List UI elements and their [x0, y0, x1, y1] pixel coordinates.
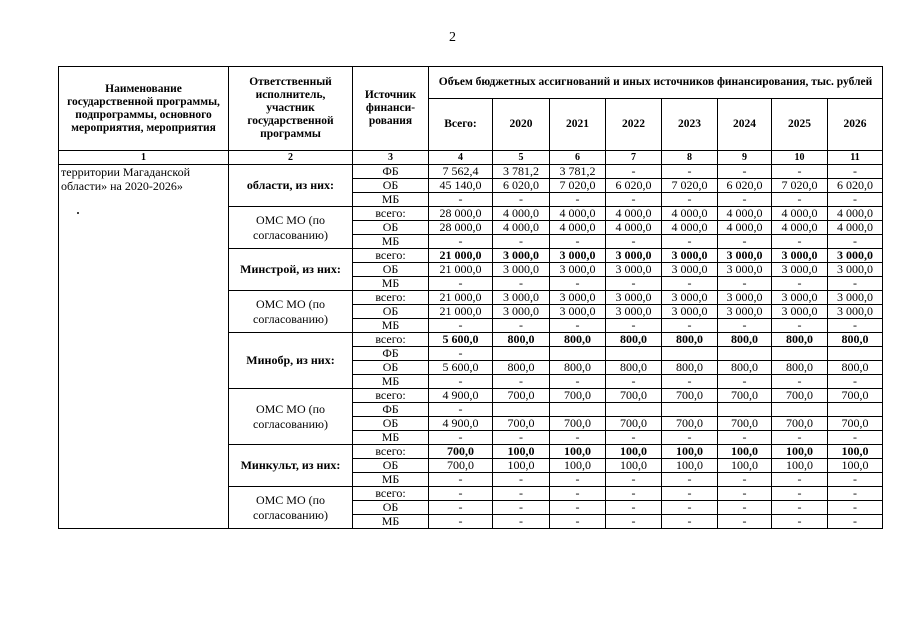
value-cell: 3 000,0 [550, 291, 606, 305]
value-cell: - [828, 277, 883, 291]
source-cell: ОБ [353, 221, 429, 235]
value-cell: 3 000,0 [828, 263, 883, 277]
value-cell: - [662, 515, 718, 529]
value-cell: 100,0 [606, 459, 662, 473]
value-cell: 700,0 [828, 417, 883, 431]
source-cell: МБ [353, 319, 429, 333]
value-cell: 3 781,2 [550, 165, 606, 179]
value-cell: 100,0 [662, 445, 718, 459]
source-cell: ФБ [353, 347, 429, 361]
header-year: 2022 [606, 99, 662, 151]
value-cell: 4 000,0 [718, 221, 772, 235]
value-cell: - [828, 501, 883, 515]
value-cell: 6 020,0 [828, 179, 883, 193]
source-cell: МБ [353, 515, 429, 529]
value-cell: - [429, 277, 493, 291]
value-cell: 5 600,0 [429, 333, 493, 347]
executor-cell: ОМС МО (по согласованию) [229, 389, 353, 445]
value-cell: 700,0 [718, 417, 772, 431]
value-cell: - [606, 375, 662, 389]
value-cell: 6 020,0 [606, 179, 662, 193]
value-cell: - [550, 375, 606, 389]
value-cell: 3 000,0 [606, 291, 662, 305]
source-cell: всего: [353, 487, 429, 501]
source-cell: ОБ [353, 305, 429, 319]
source-cell: ОБ [353, 501, 429, 515]
value-cell: 700,0 [828, 389, 883, 403]
source-cell: МБ [353, 431, 429, 445]
source-cell: ОБ [353, 459, 429, 473]
value-cell: - [493, 319, 550, 333]
source-cell: МБ [353, 193, 429, 207]
value-cell: 3 000,0 [493, 263, 550, 277]
value-cell: - [606, 193, 662, 207]
table-row [59, 165, 883, 179]
value-cell [493, 403, 550, 417]
value-cell: 700,0 [493, 417, 550, 431]
value-cell: - [718, 515, 772, 529]
header-year: 2023 [662, 99, 718, 151]
value-cell: 7 020,0 [550, 179, 606, 193]
value-cell: 700,0 [772, 417, 828, 431]
column-number: 5 [493, 151, 550, 165]
value-cell: - [493, 515, 550, 529]
value-cell: 7 562,4 [429, 165, 493, 179]
value-cell [828, 347, 883, 361]
value-cell: - [606, 473, 662, 487]
value-cell: - [718, 193, 772, 207]
value-cell: 3 000,0 [662, 263, 718, 277]
value-cell: - [828, 193, 883, 207]
value-cell: 28 000,0 [429, 207, 493, 221]
value-cell: 3 000,0 [606, 263, 662, 277]
value-cell: 6 020,0 [493, 179, 550, 193]
value-cell: 6 020,0 [718, 179, 772, 193]
value-cell: 7 020,0 [772, 179, 828, 193]
value-cell: 700,0 [550, 417, 606, 431]
value-cell: - [662, 193, 718, 207]
value-cell: 700,0 [772, 389, 828, 403]
value-cell [718, 347, 772, 361]
source-cell: ОБ [353, 263, 429, 277]
value-cell: - [662, 473, 718, 487]
value-cell: - [493, 193, 550, 207]
value-cell: 3 000,0 [828, 291, 883, 305]
value-cell: 3 000,0 [718, 305, 772, 319]
program-name-cell: территории Магаданской области» на 2020-2026» [59, 165, 229, 529]
value-cell: 700,0 [429, 445, 493, 459]
value-cell: - [606, 277, 662, 291]
value-cell: 3 000,0 [828, 249, 883, 263]
value-cell: 21 000,0 [429, 291, 493, 305]
value-cell: 3 000,0 [606, 249, 662, 263]
value-cell: - [493, 501, 550, 515]
value-cell: - [718, 487, 772, 501]
header-year: 2021 [550, 99, 606, 151]
value-cell: - [718, 235, 772, 249]
value-cell: - [429, 193, 493, 207]
value-cell: 3 000,0 [662, 249, 718, 263]
column-number: 1 [59, 151, 229, 165]
value-cell: - [772, 193, 828, 207]
source-cell: всего: [353, 333, 429, 347]
value-cell: - [718, 473, 772, 487]
value-cell: - [718, 165, 772, 179]
value-cell: 100,0 [662, 459, 718, 473]
value-cell: - [662, 319, 718, 333]
column-number: 8 [662, 151, 718, 165]
source-cell: ОБ [353, 361, 429, 375]
value-cell [718, 403, 772, 417]
header-year: Всего: [429, 99, 493, 151]
value-cell: 4 000,0 [493, 207, 550, 221]
value-cell: - [718, 319, 772, 333]
value-cell: - [772, 277, 828, 291]
value-cell: 4 900,0 [429, 389, 493, 403]
value-cell: - [429, 375, 493, 389]
value-cell: 800,0 [550, 333, 606, 347]
value-cell: - [550, 487, 606, 501]
value-cell: 700,0 [662, 389, 718, 403]
value-cell: 4 000,0 [828, 221, 883, 235]
value-cell: - [550, 515, 606, 529]
value-cell: - [662, 277, 718, 291]
column-number: 7 [606, 151, 662, 165]
value-cell: - [662, 375, 718, 389]
source-cell: МБ [353, 375, 429, 389]
value-cell: - [772, 473, 828, 487]
value-cell: 3 000,0 [772, 263, 828, 277]
value-cell: - [718, 375, 772, 389]
value-cell: 3 000,0 [550, 305, 606, 319]
executor-cell: ОМС МО (по согласованию) [229, 291, 353, 333]
value-cell: 100,0 [550, 445, 606, 459]
value-cell: - [772, 375, 828, 389]
value-cell: - [429, 515, 493, 529]
value-cell: - [828, 431, 883, 445]
source-cell: ОБ [353, 179, 429, 193]
value-cell: - [493, 235, 550, 249]
value-cell: - [429, 473, 493, 487]
value-cell: 4 000,0 [718, 207, 772, 221]
value-cell: - [606, 319, 662, 333]
value-cell: - [429, 347, 493, 361]
source-cell: всего: [353, 291, 429, 305]
value-cell: 800,0 [550, 361, 606, 375]
header-source: Источник финанси-рования [353, 67, 429, 151]
value-cell: 4 000,0 [662, 207, 718, 221]
value-cell: - [772, 431, 828, 445]
value-cell: 100,0 [772, 445, 828, 459]
value-cell: - [662, 487, 718, 501]
value-cell: 700,0 [606, 389, 662, 403]
column-number: 3 [353, 151, 429, 165]
value-cell: 800,0 [662, 333, 718, 347]
value-cell: - [550, 235, 606, 249]
value-cell: 3 000,0 [718, 249, 772, 263]
value-cell [662, 347, 718, 361]
value-cell: - [662, 431, 718, 445]
value-cell: - [828, 375, 883, 389]
value-cell: - [429, 487, 493, 501]
value-cell: 100,0 [772, 459, 828, 473]
column-number: 11 [828, 151, 883, 165]
value-cell: - [662, 501, 718, 515]
value-cell: 21 000,0 [429, 263, 493, 277]
value-cell: 100,0 [718, 445, 772, 459]
value-cell: - [550, 319, 606, 333]
value-cell: - [606, 487, 662, 501]
value-cell: 800,0 [493, 361, 550, 375]
value-cell: 100,0 [718, 459, 772, 473]
value-cell: - [662, 235, 718, 249]
value-cell: 800,0 [718, 333, 772, 347]
value-cell: 21 000,0 [429, 249, 493, 263]
value-cell: 700,0 [662, 417, 718, 431]
value-cell: - [772, 235, 828, 249]
value-cell: - [606, 165, 662, 179]
value-cell: - [429, 431, 493, 445]
value-cell: 5 600,0 [429, 361, 493, 375]
value-cell [772, 403, 828, 417]
value-cell: 3 000,0 [772, 305, 828, 319]
value-cell: 800,0 [772, 333, 828, 347]
value-cell: 4 000,0 [606, 207, 662, 221]
value-cell [606, 347, 662, 361]
source-cell: МБ [353, 277, 429, 291]
value-cell: 3 000,0 [662, 291, 718, 305]
value-cell: - [493, 431, 550, 445]
value-cell: - [772, 165, 828, 179]
value-cell: - [772, 319, 828, 333]
value-cell: - [429, 501, 493, 515]
value-cell: 3 000,0 [772, 249, 828, 263]
value-cell: 4 000,0 [550, 221, 606, 235]
executor-cell: Минкульт, из них: [229, 445, 353, 487]
value-cell [662, 403, 718, 417]
value-cell: - [493, 473, 550, 487]
value-cell: - [828, 319, 883, 333]
value-cell: 800,0 [662, 361, 718, 375]
value-cell: 21 000,0 [429, 305, 493, 319]
executor-cell: Минстрой, из них: [229, 249, 353, 291]
value-cell: 800,0 [772, 361, 828, 375]
value-cell: 7 020,0 [662, 179, 718, 193]
executor-cell: ОМС МО (по согласованию) [229, 487, 353, 529]
header-budget-group: Объем бюджетных ассигнований и иных источников финансирования, тыс. рублей [429, 67, 883, 99]
column-number-row [59, 151, 883, 165]
value-cell: 4 000,0 [606, 221, 662, 235]
header-year: 2024 [718, 99, 772, 151]
value-cell [493, 347, 550, 361]
value-cell: - [493, 375, 550, 389]
value-cell: - [429, 235, 493, 249]
value-cell: 4 000,0 [662, 221, 718, 235]
column-number: 9 [718, 151, 772, 165]
header-year: 2026 [828, 99, 883, 151]
source-cell: МБ [353, 473, 429, 487]
source-cell: всего: [353, 207, 429, 221]
value-cell [606, 403, 662, 417]
value-cell: 100,0 [493, 445, 550, 459]
value-cell: - [550, 431, 606, 445]
value-cell: - [718, 277, 772, 291]
value-cell: - [550, 501, 606, 515]
value-cell: 3 000,0 [606, 305, 662, 319]
value-cell: 3 000,0 [828, 305, 883, 319]
header-executor: Ответственный исполнитель, участник государственной программы [229, 67, 353, 151]
value-cell: 3 000,0 [718, 291, 772, 305]
value-cell: 3 000,0 [550, 249, 606, 263]
value-cell: - [828, 235, 883, 249]
value-cell: - [606, 501, 662, 515]
column-number: 4 [429, 151, 493, 165]
value-cell: 100,0 [828, 459, 883, 473]
value-cell: 4 000,0 [772, 221, 828, 235]
value-cell: 3 000,0 [718, 263, 772, 277]
value-cell [772, 347, 828, 361]
value-cell: 800,0 [493, 333, 550, 347]
value-cell: 100,0 [493, 459, 550, 473]
value-cell: 3 000,0 [493, 305, 550, 319]
value-cell: 3 000,0 [493, 291, 550, 305]
value-cell: 100,0 [606, 445, 662, 459]
value-cell: - [429, 403, 493, 417]
value-cell: 3 000,0 [772, 291, 828, 305]
value-cell: 100,0 [550, 459, 606, 473]
column-number: 10 [772, 151, 828, 165]
header-name: Наименование государственной программы, подпрограммы, основного мероприятия, мероприятия [59, 67, 229, 151]
value-cell: 800,0 [606, 333, 662, 347]
value-cell: - [493, 277, 550, 291]
value-cell: 700,0 [718, 389, 772, 403]
source-cell: МБ [353, 235, 429, 249]
value-cell: - [828, 515, 883, 529]
budget-table [58, 66, 883, 529]
table-body [59, 165, 883, 529]
executor-cell: ОМС МО (по согласованию) [229, 207, 353, 249]
value-cell: - [772, 501, 828, 515]
value-cell: - [429, 319, 493, 333]
value-cell: - [828, 487, 883, 501]
column-number: 6 [550, 151, 606, 165]
value-cell: 3 781,2 [493, 165, 550, 179]
value-cell: - [718, 431, 772, 445]
value-cell: 3 000,0 [662, 305, 718, 319]
executor-cell: области, из них: [229, 165, 353, 207]
value-cell: - [606, 235, 662, 249]
value-cell [550, 347, 606, 361]
value-cell [550, 403, 606, 417]
value-cell: - [772, 515, 828, 529]
scan-speck [77, 212, 79, 214]
value-cell: 800,0 [828, 361, 883, 375]
value-cell: 800,0 [718, 361, 772, 375]
value-cell: 4 000,0 [493, 221, 550, 235]
value-cell: - [662, 165, 718, 179]
value-cell: - [550, 193, 606, 207]
executor-cell: Минобр, из них: [229, 333, 353, 389]
source-cell: ОБ [353, 417, 429, 431]
value-cell: 4 000,0 [550, 207, 606, 221]
value-cell: 700,0 [550, 389, 606, 403]
value-cell: - [828, 165, 883, 179]
value-cell: - [772, 487, 828, 501]
value-cell: 100,0 [828, 445, 883, 459]
value-cell: - [550, 277, 606, 291]
value-cell: - [606, 515, 662, 529]
value-cell: 800,0 [828, 333, 883, 347]
source-cell: ФБ [353, 165, 429, 179]
value-cell [828, 403, 883, 417]
value-cell: 700,0 [606, 417, 662, 431]
value-cell: 3 000,0 [493, 249, 550, 263]
source-cell: ФБ [353, 403, 429, 417]
value-cell: 4 000,0 [772, 207, 828, 221]
value-cell: 4 000,0 [828, 207, 883, 221]
value-cell: - [550, 473, 606, 487]
source-cell: всего: [353, 389, 429, 403]
value-cell: 4 900,0 [429, 417, 493, 431]
source-cell: всего: [353, 249, 429, 263]
value-cell: 700,0 [429, 459, 493, 473]
value-cell: 45 140,0 [429, 179, 493, 193]
page-number: 2 [449, 30, 456, 45]
column-number: 2 [229, 151, 353, 165]
value-cell: 800,0 [606, 361, 662, 375]
value-cell: 3 000,0 [550, 263, 606, 277]
value-cell: - [828, 473, 883, 487]
value-cell: 28 000,0 [429, 221, 493, 235]
value-cell: - [718, 501, 772, 515]
header-year: 2025 [772, 99, 828, 151]
header-year: 2020 [493, 99, 550, 151]
value-cell: - [493, 487, 550, 501]
value-cell: - [606, 431, 662, 445]
source-cell: всего: [353, 445, 429, 459]
value-cell: 700,0 [493, 389, 550, 403]
